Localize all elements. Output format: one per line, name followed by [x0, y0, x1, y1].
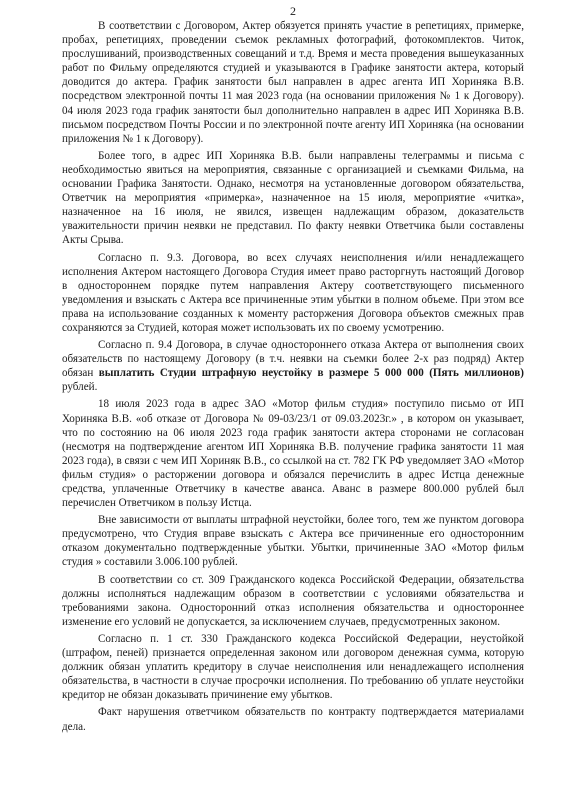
paragraph-article-330: Согласно п. 1 ст. 330 Гражданского кодекса Российской Федерации, неустойкой (штрафом, пеней) признается определенная законом или договором денежная сумма, которую должник обязан уплатить кредитору в случае неисполнения или ненадлежащего исполнения обязательства, в частности в случае просрочки исполнения. По требованию об уплате неустойки кредитор не обязан доказывать причинение ему убытков. — [62, 632, 524, 702]
clause-9-4-suffix: рублей. — [62, 381, 98, 394]
penalty-amount-text: выплатить Студии штрафную неустойку в размере 5 000 000 (Пять миллионов) — [98, 367, 524, 380]
clause-9-4-text: Согласно п. 9.4 Договора, в случае одностороннего отказа Актера от выполнения своих обязательств по настоящему Договору (в т.ч. неявки на съемки более 2-х раз подряд) Актер обязан — [62, 339, 524, 380]
paragraph-obligations: В соответствии с Договором, Актер обязуется принять участие в репетициях, примерке, пробах, репетициях, проведении съемок рекламных фотографий, фотокомплектов. Читок, прослушиваний, производственных совещаний и т.д. Время и места проведения вышеуказанных работ по Фильму определяются студией и указываются в Графике занятости актера, который доводится до актера. График занятости был направлен в адрес агента ИП Хориняка В.В. посредством электронной почты 11 мая 2023 года (на основании приложения № 1 к Договору). 04 июля 2023 года график занятости был дополнительно направлен в адрес ИП Хориняка В.В. письмом посредством Почты России и по электронной почте агенту ИП Хориняка (на основании приложения № 1 к Договору). — [62, 20, 524, 145]
paragraph-article-309: В соответствии со ст. 309 Гражданского кодекса Российской Федерации, обязательства должны исполняться надлежащим образом в соответствии с условиями обязательства и требованиями закона. Односторонний отказ исполнения обязательства и одностороннее изменение его условий не допускается, за исключением случаев, предусмотренных законом. — [62, 573, 524, 628]
paragraph-clause-9-4 — [62, 338, 524, 394]
paragraph-conclusion: Факт нарушения ответчиком обязательств по контракту подтверждается материалами дела. — [62, 706, 524, 733]
paragraph-clause-9-3: Согласно п. 9.3. Договора, во всех случаях неисполнения и/или ненадлежащего исполнения Актером настоящего Договора Студия имеет право расторгнуть настоящий Договор в одностороннем порядке путем направления Актеру соответствующего письменного уведомления и взыскать с Актера все причиненные этим убытки в полном объеме. При этом все права на использование созданных к моменту расторжения Договора объектов смежных прав сохраняются за Студией, которая может использовать их по своему усмотрению. — [62, 251, 524, 334]
paragraph-damages: Вне зависимости от выплаты штрафной неустойки, более того, тем же пунктом договора предусмотрено, что Студия вправе взыскать с Актера все причиненные его односторонним отказом документально подтвержденные убытки. Убытки, причиненные ЗАО «Мотор фильм студия » составили 3.006.100 рублей. — [62, 514, 524, 569]
page-number: 2 — [290, 4, 296, 18]
paragraph-refusal-letter: 18 июля 2023 года в адрес ЗАО «Мотор фильм студия» поступило письмо от ИП Хориняка В.В. «об отказе от Договора № 09-03/23/1 от 09.03.2023г.» , в котором он указывает, что по состоянию на 06 июля 2023 года график занятости актера сторонами не согласован (несмотря на подтверждение агентом ИП Хориняка В.В. получение графика занятости 11 мая 2023 года), в связи с чем ИП Хориняк В.В., со ссылкой на ст. 782 ГК РФ уведомляет ЗАО «Мотор фильм студия» о расторжении договора и обязался перечислить в адрес Истца денежные средства, уплаченные Ответчику в качестве аванса. Аванс в размере 800.000 рублей был перечислен Ответчиком в пользу Истца. — [62, 398, 524, 510]
paragraph-telegrams: Более того, в адрес ИП Хориняка В.В. были направлены телеграммы и письма с необходимостью явиться на мероприятия, связанные с организацией и съемками Фильма, на основании Графика Занятости. Однако, несмотря на установленные договором обязательства, Ответчик на мероприятия «примерка», назначенное на 15 июля, мероприятие «читка», назначенное на 16 июля, не явился, извещен надлежащим образом, доказательств уважительности причин неявки не представил. По факту неявки Ответчика были составлены Акты Срыва. — [62, 149, 524, 247]
